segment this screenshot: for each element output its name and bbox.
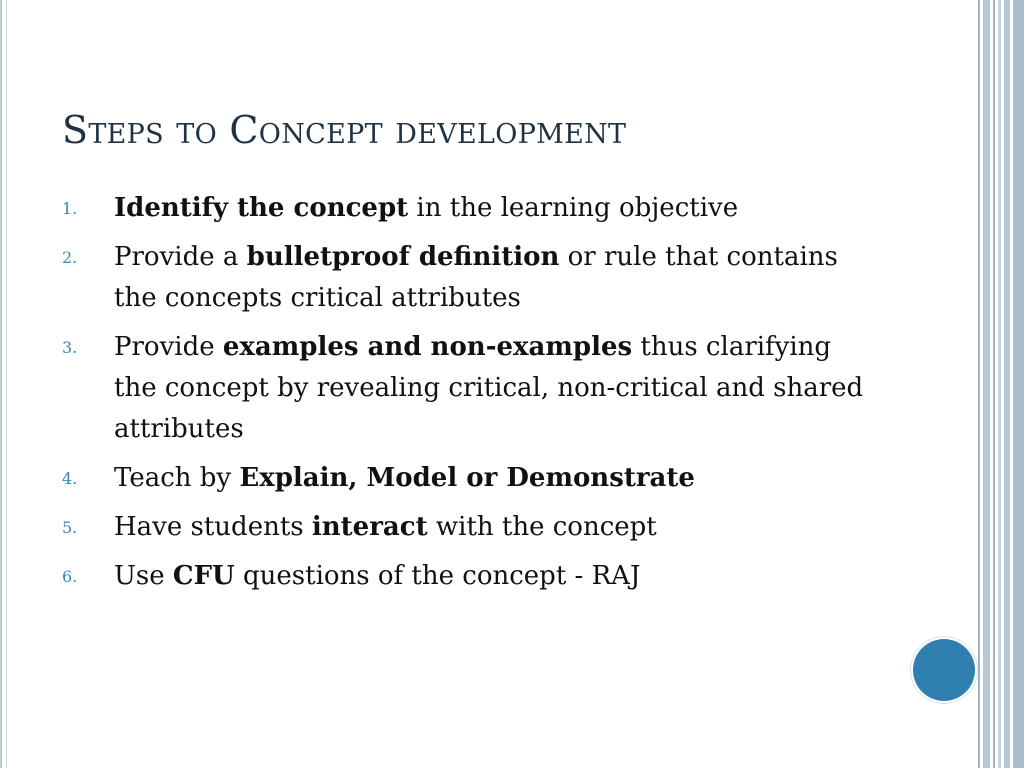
right-stripe — [998, 0, 1001, 768]
step-item — [62, 188, 872, 229]
step-text — [114, 512, 657, 542]
step-text — [114, 193, 738, 223]
right-stripe — [993, 0, 995, 768]
step-text-pre: Teach by — [114, 463, 240, 493]
step-text-post: with the concept — [427, 512, 657, 542]
step-text-pre: Have students — [114, 512, 312, 542]
step-text — [114, 332, 863, 444]
step-number: 3. — [62, 338, 78, 357]
step-text-bold: Identify the concept — [114, 193, 409, 223]
step-number: 1. — [62, 199, 78, 218]
step-text-bold: interact — [311, 512, 428, 542]
step-text-bold: examples and non-examples — [222, 332, 633, 362]
step-number: 6. — [62, 567, 78, 586]
right-stripe — [983, 0, 990, 768]
slide-title: Steps to Concept development — [62, 108, 627, 152]
right-stripe — [1013, 0, 1024, 768]
right-stripe — [978, 0, 980, 768]
step-text-post: or rule that contains the concepts critical attributes — [114, 242, 838, 313]
step-text-bold: bulletproof definition — [246, 242, 560, 272]
step-item — [62, 237, 872, 319]
step-number: 5. — [62, 518, 78, 537]
step-text — [114, 242, 838, 313]
decorative-circle — [913, 639, 975, 701]
step-item — [62, 556, 872, 597]
right-stripe — [1004, 0, 1010, 768]
step-text-pre: Use — [114, 561, 173, 591]
step-item — [62, 327, 872, 450]
step-text-post: thus clarifying the concept by revealing critical, non-critical and shared attributes — [114, 332, 864, 444]
step-text-bold: CFU — [172, 561, 235, 591]
step-number: 2. — [62, 248, 78, 267]
step-text-pre: Provide — [114, 332, 223, 362]
step-text-post: questions of the concept - RAJ — [234, 561, 641, 591]
step-number: 4. — [62, 469, 78, 488]
step-item — [62, 458, 872, 499]
step-text-bold: Explain, Model or Demonstrate — [239, 463, 695, 493]
step-text — [114, 561, 640, 591]
step-text-post: in the learning objective — [408, 193, 739, 223]
steps-list — [62, 188, 872, 605]
step-text — [114, 463, 695, 493]
left-border-inner — [6, 0, 7, 768]
left-border — [0, 0, 2, 768]
step-text-pre: Provide a — [114, 242, 247, 272]
step-item — [62, 507, 872, 548]
